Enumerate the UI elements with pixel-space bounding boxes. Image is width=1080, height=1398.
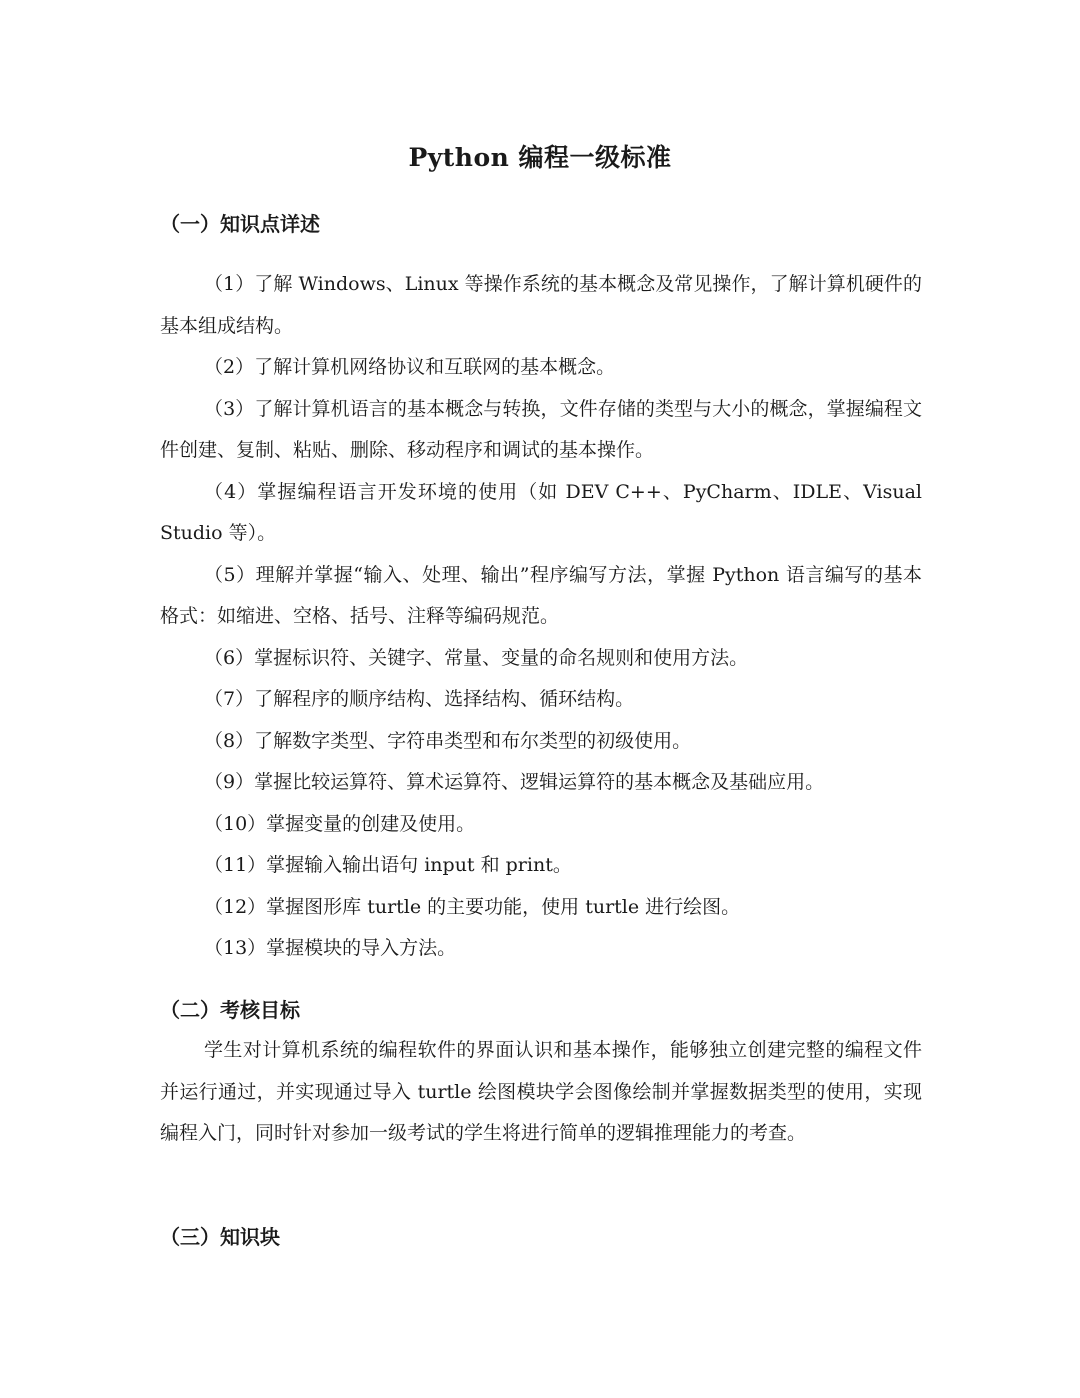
list-item: （11）掌握输入输出语句 input 和 print。 (204, 854, 572, 876)
list-item: （1）了解 Windows、Linux 等操作系统的基本概念及常见操作，了解计算机硬件的基本组成结构。 (160, 273, 922, 337)
list-item: （9）掌握比较运算符、算术运算符、逻辑运算符的基本概念及基础应用。 (204, 771, 825, 793)
list-item: （2）了解计算机网络协议和互联网的基本概念。 (204, 356, 616, 378)
section-heading-knowledge-points: （一）知识点详述 (160, 212, 320, 236)
list-item: （4）掌握编程语言开发环境的使用（如 DEV C++、PyCharm、IDLE、Visual Studio 等）。 (160, 480, 922, 544)
list-item: （13）掌握模块的导入方法。 (204, 937, 457, 959)
assessment-goals-paragraph: 学生对计算机系统的编程软件的界面认识和基本操作，能够独立创建完整的编程文件并运行通过，并实现通过导入 turtle 绘图模块学会图像绘制并掌握数据类型的使用，实现编程入门，同时针对参加一级考试的学生将进行简单的逻辑推理能力的考查。 (160, 1039, 922, 1144)
list-item: （6）掌握标识符、关键字、常量、变量的命名规则和使用方法。 (204, 646, 749, 669)
knowledge-points-list (160, 264, 922, 970)
list-item: （7）了解程序的顺序结构、选择结构、循环结构。 (204, 688, 635, 710)
document-title: Python 编程一级标准 (408, 143, 672, 172)
section-heading-assessment-goals: （二）考核目标 (160, 998, 300, 1022)
list-item: （12）掌握图形库 turtle 的主要功能，使用 turtle 进行绘图。 (204, 895, 741, 918)
list-item: （10）掌握变量的创建及使用。 (204, 812, 476, 835)
section-heading-knowledge-blocks: （三）知识块 (160, 1225, 280, 1249)
list-item: （8）了解数字类型、字符串类型和布尔类型的初级使用。 (204, 729, 692, 752)
list-item: （5）理解并掌握“输入、处理、输出”程序编写方法，掌握 Python 语言编写的基本格式：如缩进、空格、括号、注释等编码规范。 (160, 563, 922, 627)
list-item: （3）了解计算机语言的基本概念与转换，文件存储的类型与大小的概念，掌握编程文件创建、复制、粘贴、删除、移动程序和调试的基本操作。 (160, 397, 922, 461)
